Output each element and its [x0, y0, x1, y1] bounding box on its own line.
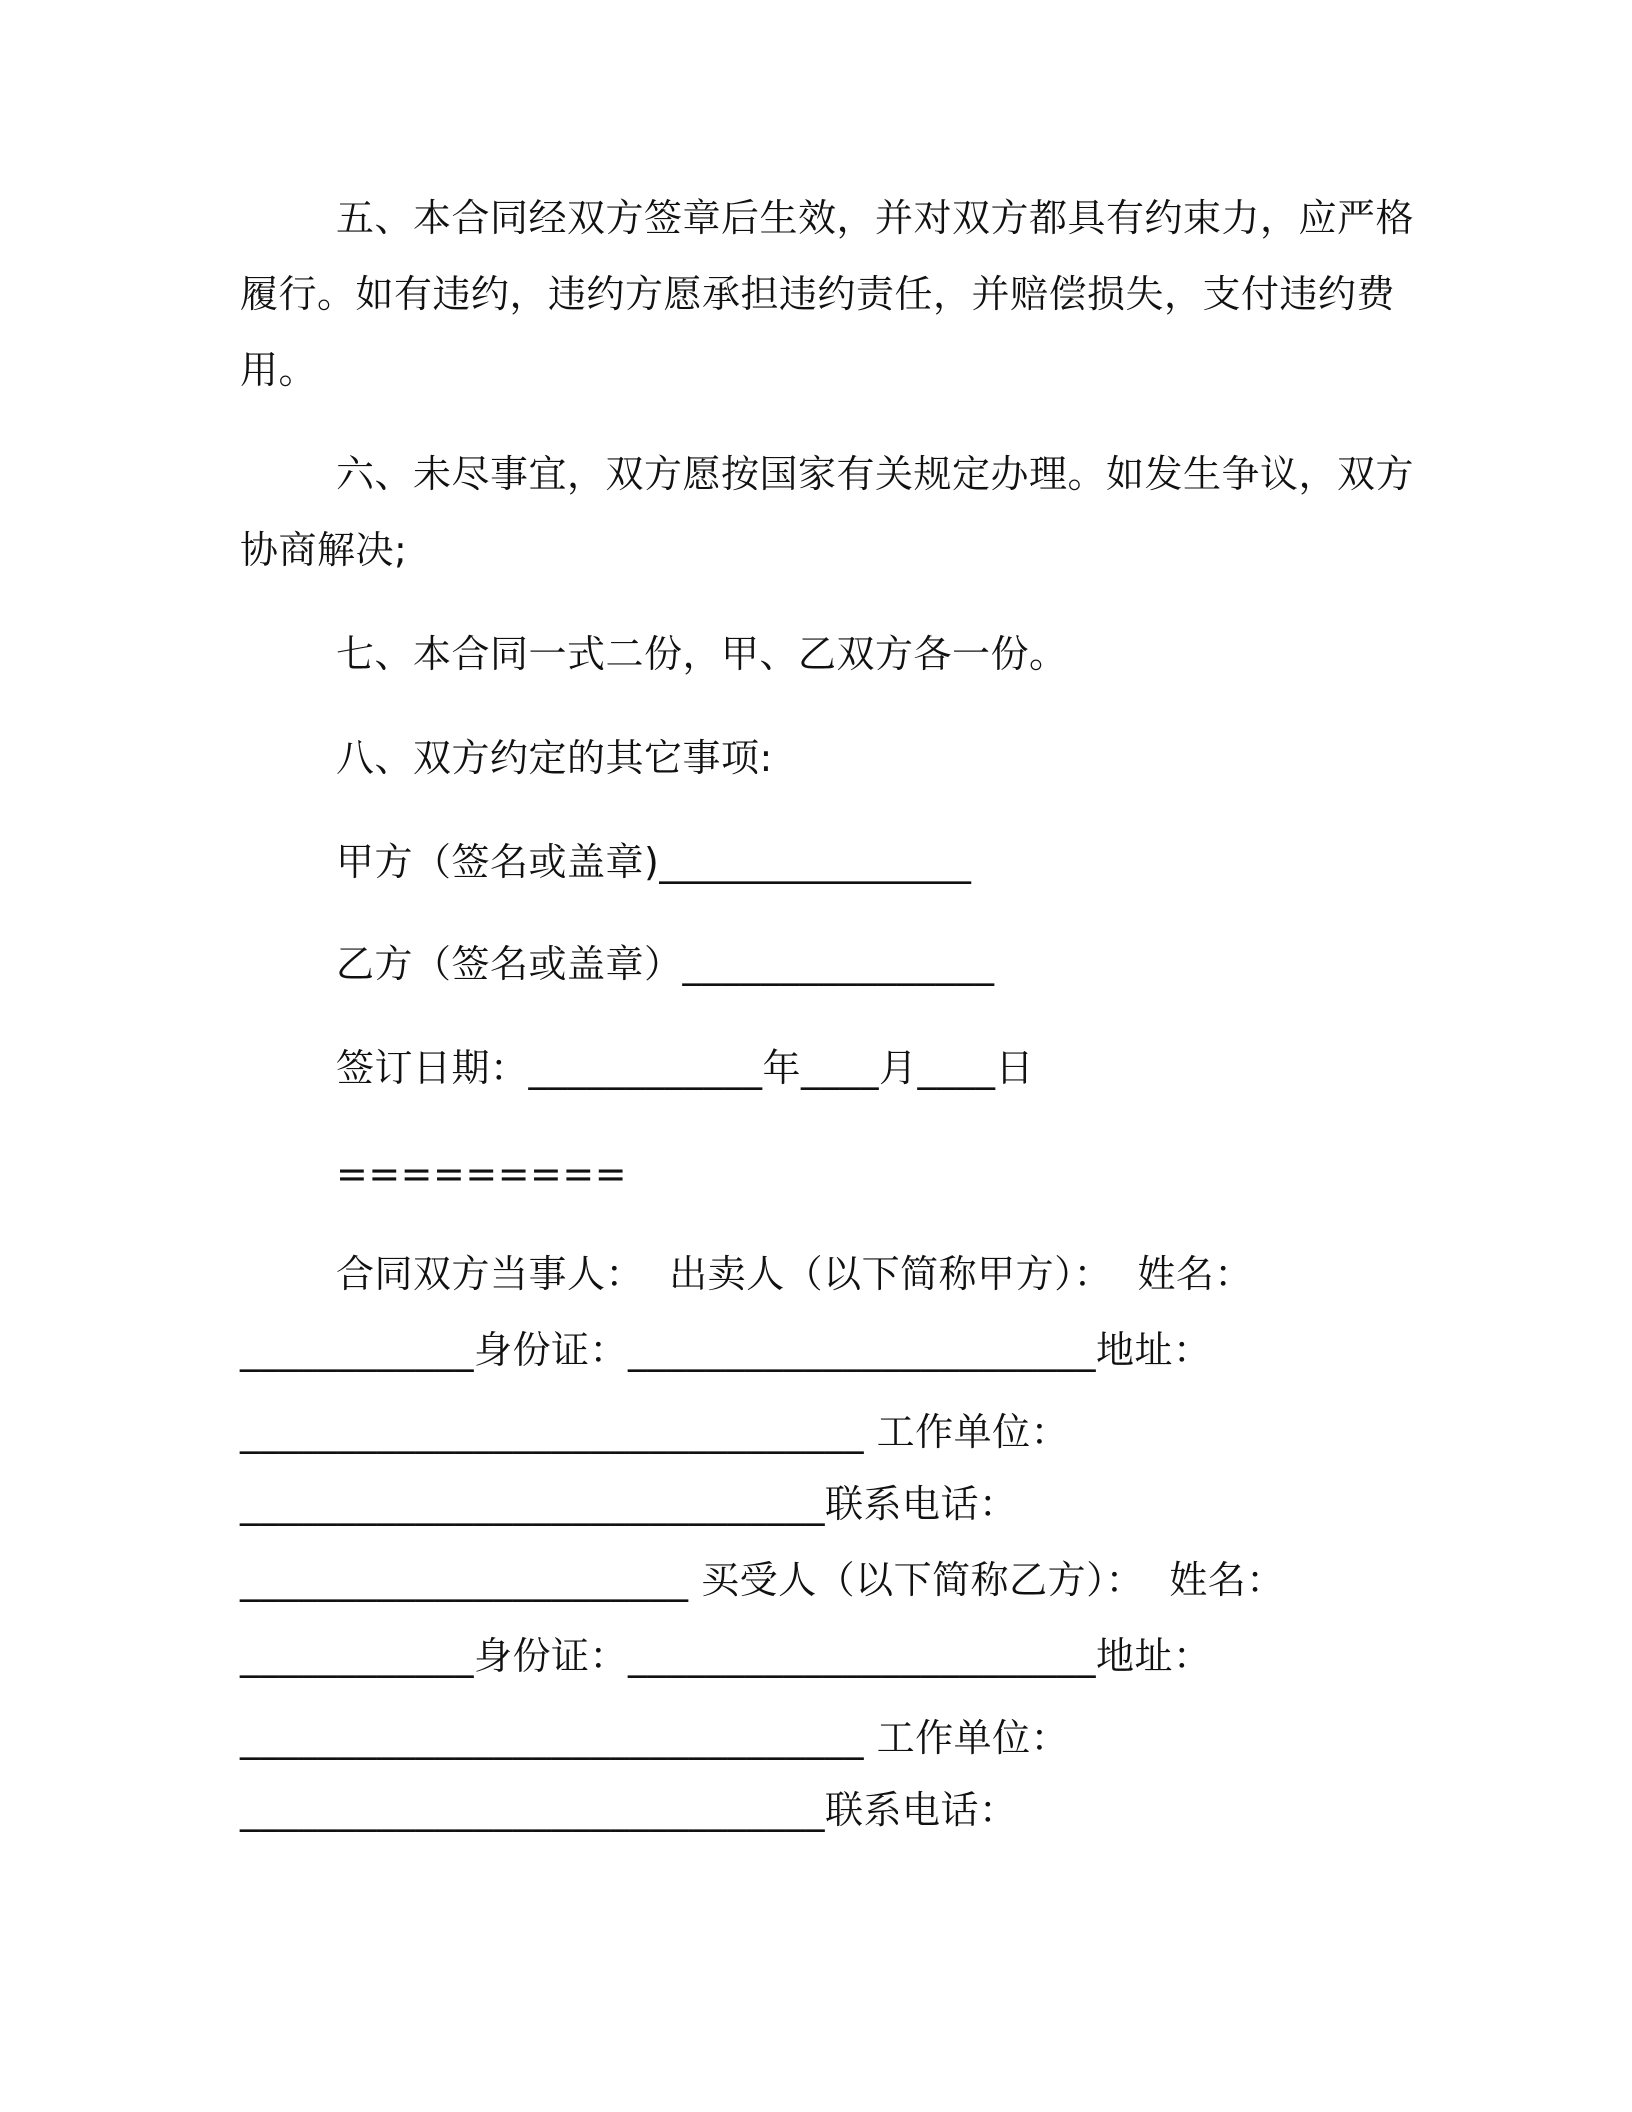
parties-line-3: ________________________________ 工作单位： [240, 1410, 1070, 1454]
clause-5-line-2: 履行。如有违约，违约方愿承担违约责任，并赔偿损失，支付违约费 [240, 272, 1396, 316]
clause-5-line-1: 五、本合同经双方签章后生效，并对双方都具有约束力，应严格 [336, 196, 1415, 240]
parties-line-8: ______________________________联系电话： [240, 1788, 1018, 1832]
section-separator: ========= [336, 1152, 628, 1196]
parties-line-5: _______________________ 买受人（以下简称乙方）： 姓名： [240, 1558, 1285, 1602]
parties-line-6: ____________身份证：________________________地址： [240, 1634, 1212, 1678]
signing-date: 签订日期：____________年____月____日 [336, 1046, 1035, 1090]
parties-line-7: ________________________________ 工作单位： [240, 1716, 1070, 1760]
clause-6-line-1: 六、未尽事宜，双方愿按国家有关规定办理。如发生争议，双方 [336, 452, 1415, 496]
parties-line-4: ______________________________联系电话： [240, 1482, 1018, 1526]
party-b-signature: 乙方（签名或盖章）________________ [336, 942, 995, 986]
clause-8: 八、双方约定的其它事项: [336, 736, 773, 780]
parties-line-2: ____________身份证：________________________地址： [240, 1328, 1212, 1372]
clause-5-line-3: 用。 [240, 348, 318, 392]
party-a-signature: 甲方（签名或盖章)________________ [336, 840, 972, 884]
clause-7: 七、本合同一式二份，甲、乙双方各一份。 [336, 632, 1068, 676]
clause-6-line-2: 协商解决; [240, 528, 408, 572]
parties-line-1: 合同双方当事人： 出卖人（以下简称甲方）： 姓名： [336, 1252, 1253, 1296]
